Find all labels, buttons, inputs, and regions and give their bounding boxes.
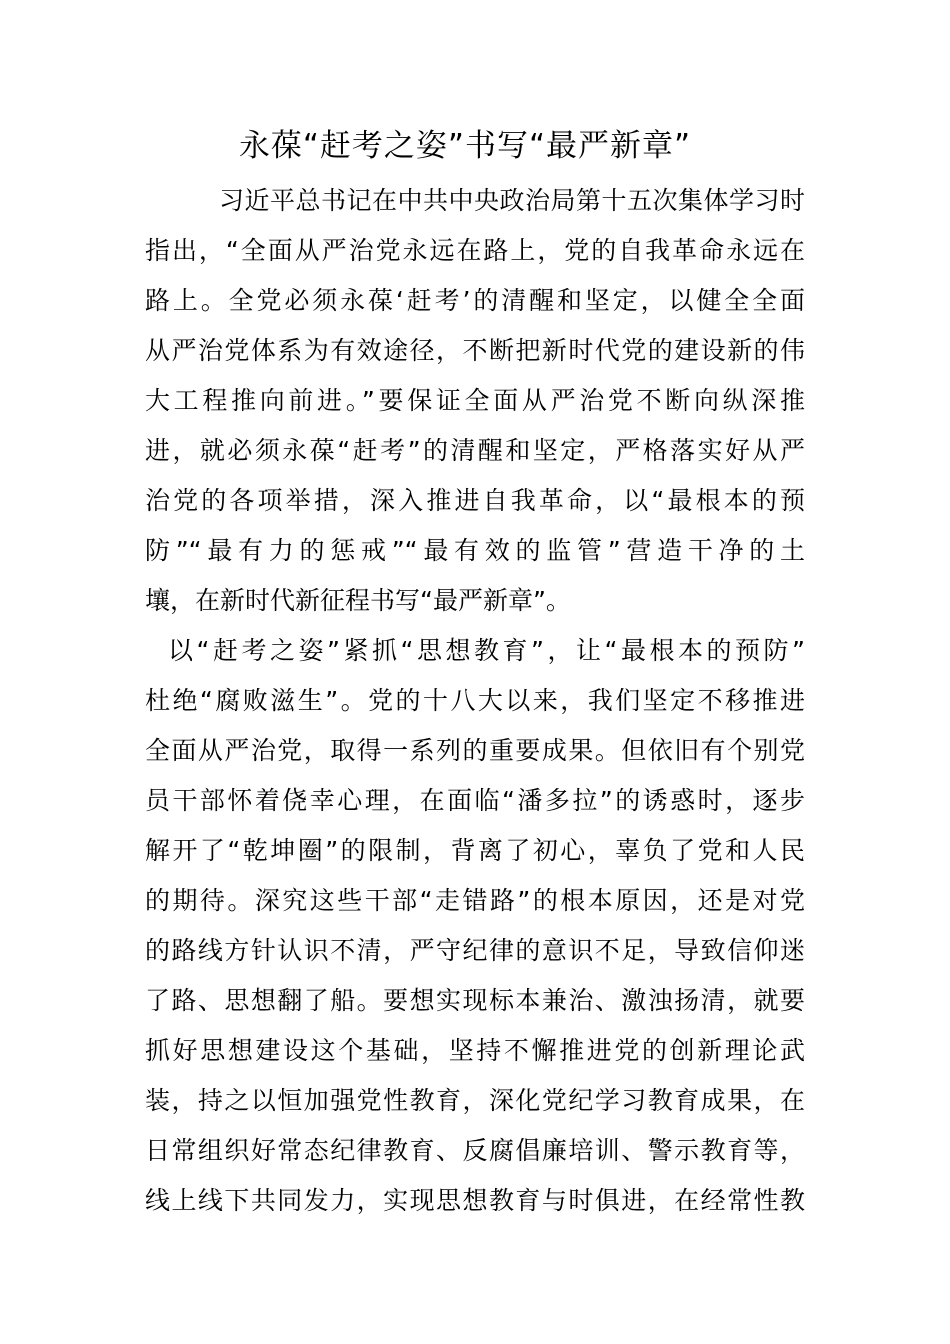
- paragraph-2-line-3: 全面从严治党，取得一系列的重要成果。但依旧有个别党: [145, 736, 805, 765]
- paragraph-2-line-6: 的期待。深究这些干部“走错路”的根本原因，还是对党: [145, 886, 805, 915]
- paragraph-2-line-4: 员干部怀着侥幸心理，在面临“潘多拉”的诱惑时，逐步: [145, 786, 805, 815]
- paragraph-2-line-11: 日常组织好常态纪律教育、反腐倡廉培训、警示教育等，: [145, 1136, 805, 1165]
- paragraph-1-line-5: 大工程推向前进。”要保证全面从严治党不断向纵深推: [145, 386, 805, 415]
- paragraph-2-line-7: 的路线方针认识不清，严守纪律的意识不足，导致信仰迷: [145, 936, 805, 965]
- paragraph-2-line-8: 了路、思想翻了船。要想实现标本兼治、激浊扬清，就要: [145, 986, 805, 1015]
- paragraph-2-line-12: 线上线下共同发力，实现思想教育与时俱进，在经常性教: [145, 1186, 805, 1215]
- paragraph-2-line-5: 解开了“乾坤圈”的限制，背离了初心，辜负了党和人民: [145, 836, 805, 865]
- paragraph-2-line-1: 以“赶考之姿”紧抓“思想教育”，让“最根本的预防”: [168, 636, 805, 665]
- paragraph-2-line-9: 抓好思想建设这个基础，坚持不懈推进党的创新理论武: [145, 1036, 805, 1065]
- paragraph-1-line-6: 进，就必须永葆“赶考”的清醒和坚定，严格落实好从严: [145, 436, 805, 465]
- paragraph-1-line-2: 指出，“全面从严治党永远在路上，党的自我革命永远在: [145, 236, 805, 265]
- paragraph-1-line-9: 壤，在新时代新征程书写“最严新章”。: [145, 586, 571, 615]
- paragraph-1-line-7: 治党的各项举措，深入推进自我革命，以“最根本的预: [145, 486, 805, 515]
- paragraph-2-line-2: 杜绝“腐败滋生”。党的十八大以来，我们坚定不移推进: [145, 686, 805, 715]
- paragraph-1-line-4: 从严治党体系为有效途径，不断把新时代党的建设新的伟: [145, 336, 805, 365]
- document-title: 永葆“赶考之姿”书写“最严新章”: [238, 128, 692, 164]
- paragraph-1-line-3: 路上。全党必须永葆‘赶考’的清醒和坚定，以健全全面: [145, 286, 805, 315]
- paragraph-1-line-1: 习近平总书记在中共中央政治局第十五次集体学习时: [219, 186, 805, 215]
- paragraph-2-line-10: 装，持之以恒加强党性教育，深化党纪学习教育成果，在: [145, 1086, 805, 1115]
- paragraph-1-line-8: 防”“最有力的惩戒”“最有效的监管”营造干净的土: [145, 536, 805, 565]
